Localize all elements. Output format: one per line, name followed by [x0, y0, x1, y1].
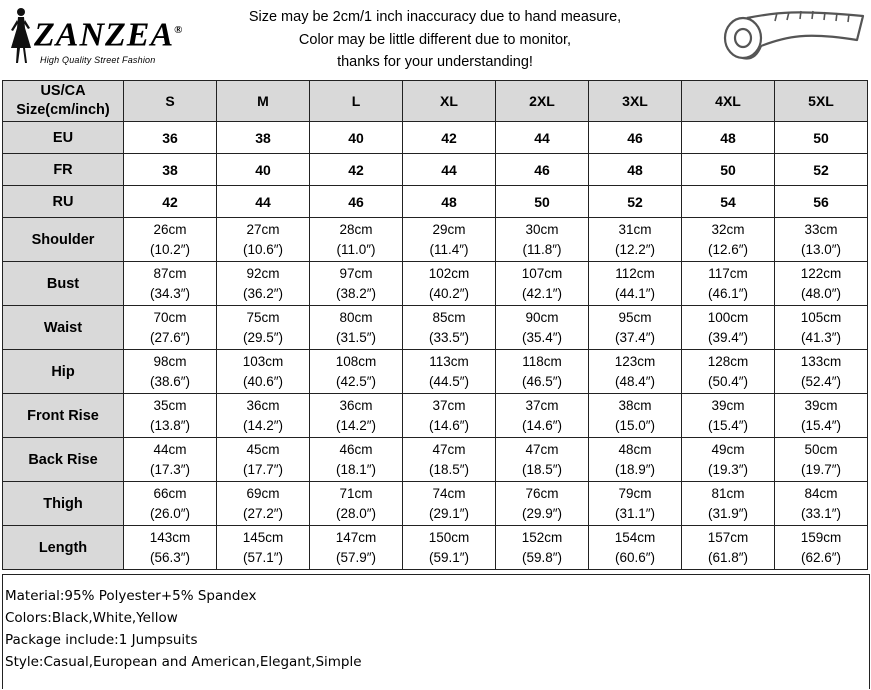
cm-value: 37cm: [525, 397, 559, 413]
measurement-cell: [124, 394, 217, 438]
inch-value: (31.1″): [614, 505, 656, 521]
cm-value: 28cm: [339, 221, 373, 237]
size-column-header: 4XL: [682, 81, 775, 122]
brand-name: ZANZEA®: [34, 16, 184, 54]
size-column-header: XL: [403, 81, 496, 122]
measurement-cell: [589, 526, 682, 570]
cm-value: 71cm: [339, 485, 373, 501]
inch-value: (13.0″): [800, 241, 842, 257]
inch-value: (14.2″): [335, 417, 377, 433]
measurement-cell: [682, 526, 775, 570]
cm-value: 154cm: [614, 529, 656, 545]
inch-value: (10.2″): [149, 241, 191, 257]
brand-tagline: High Quality Street Fashion: [40, 55, 156, 65]
inch-value: (33.1″): [800, 505, 842, 521]
size-value-cell: 40: [310, 122, 403, 154]
inch-value: (37.4″): [614, 329, 656, 345]
cm-value: 30cm: [525, 221, 559, 237]
cm-value: 44cm: [153, 441, 187, 457]
inch-value: (15.4″): [800, 417, 842, 433]
cm-value: 69cm: [246, 485, 280, 501]
measurement-cell: [310, 482, 403, 526]
cm-value: 75cm: [246, 309, 280, 325]
inch-value: (12.2″): [614, 241, 656, 257]
row-label: RU: [3, 186, 124, 218]
cm-value: 50cm: [804, 441, 838, 457]
size-value-cell: 44: [496, 122, 589, 154]
cm-value: 80cm: [339, 309, 373, 325]
inch-value: (38.6″): [149, 373, 191, 389]
measurement-cell: [589, 394, 682, 438]
measurement-cell: [217, 526, 310, 570]
cm-value: 159cm: [800, 529, 842, 545]
measurement-cell: [217, 438, 310, 482]
row-label: Length: [3, 526, 124, 570]
inch-value: (13.8″): [149, 417, 191, 433]
material-text: Material:95% Polyester+5% Spandex: [5, 588, 257, 604]
measurement-cell: [682, 438, 775, 482]
inch-value: (59.1″): [428, 549, 470, 565]
measurement-cell: [124, 438, 217, 482]
measurement-cell: [217, 350, 310, 394]
measurement-row: [3, 350, 868, 394]
size-value-cell: 56: [775, 186, 868, 218]
inch-value: (14.6″): [521, 417, 563, 433]
inch-value: (59.8″): [521, 549, 563, 565]
measurement-cell: [310, 262, 403, 306]
inch-value: (27.6″): [149, 329, 191, 345]
measurement-cell: [775, 262, 868, 306]
measurement-cell: [310, 306, 403, 350]
measurement-cell: [403, 306, 496, 350]
measurement-cell: [682, 394, 775, 438]
measurement-row: [3, 394, 868, 438]
row-label: FR: [3, 154, 124, 186]
measurement-cell: [589, 218, 682, 262]
cm-value: 107cm: [521, 265, 563, 281]
cm-value: 46cm: [339, 441, 373, 457]
measurement-cell: [217, 306, 310, 350]
cm-value: 37cm: [432, 397, 466, 413]
measurement-cell: [496, 218, 589, 262]
inch-value: (11.0″): [336, 241, 376, 257]
cm-value: 76cm: [525, 485, 559, 501]
size-header-row: [3, 81, 868, 122]
size-value-cell: 54: [682, 186, 775, 218]
measurement-cell: [403, 438, 496, 482]
measurement-cell: [403, 350, 496, 394]
inch-value: (14.6″): [428, 417, 470, 433]
size-value-cell: 38: [217, 122, 310, 154]
measurement-cell: [124, 262, 217, 306]
fashion-figure-icon: [4, 6, 36, 66]
inch-value: (29.1″): [428, 505, 470, 521]
size-value-cell: 44: [217, 186, 310, 218]
style-text: Style:Casual,European and American,Elegant,Simple: [5, 654, 362, 670]
header-label-line: US/CA: [40, 83, 86, 99]
note-line: Size may be 2cm/1 inch inaccuracy due to hand measure,: [248, 9, 622, 25]
conversion-row: [3, 154, 868, 186]
inch-value: (34.3″): [149, 285, 191, 301]
cm-value: 145cm: [242, 529, 284, 545]
row-label: EU: [3, 122, 124, 154]
size-column-header: 5XL: [775, 81, 868, 122]
inch-value: (41.3″): [800, 329, 842, 345]
cm-value: 47cm: [525, 441, 559, 457]
inch-value: (38.2″): [335, 285, 377, 301]
cm-value: 108cm: [335, 353, 377, 369]
measurement-cell: [496, 306, 589, 350]
cm-value: 97cm: [339, 265, 373, 281]
size-column-header: L: [310, 81, 403, 122]
cm-value: 36cm: [339, 397, 373, 413]
size-column-header: M: [217, 81, 310, 122]
cm-value: 102cm: [428, 265, 470, 281]
size-value-cell: 42: [403, 122, 496, 154]
measurement-cell: [217, 218, 310, 262]
size-value-cell: 46: [496, 154, 589, 186]
size-value-cell: 46: [310, 186, 403, 218]
row-label: Hip: [3, 350, 124, 394]
measurement-cell: [403, 482, 496, 526]
cm-value: 35cm: [153, 397, 187, 413]
measurement-cell: [403, 526, 496, 570]
measurement-cell: [496, 482, 589, 526]
inch-value: (15.4″): [707, 417, 749, 433]
inch-value: (56.3″): [149, 549, 191, 565]
measurement-cell: [589, 350, 682, 394]
row-label: Waist: [3, 306, 124, 350]
size-chart-table: [2, 80, 868, 570]
inch-value: (19.7″): [800, 461, 842, 477]
cm-value: 103cm: [242, 353, 284, 369]
inch-value: (17.3″): [149, 461, 191, 477]
cm-value: 118cm: [522, 353, 562, 369]
inch-value: (28.0″): [335, 505, 377, 521]
inch-value: (42.5″): [335, 373, 377, 389]
cm-value: 26cm: [153, 221, 187, 237]
cm-value: 70cm: [153, 309, 187, 325]
inch-value: (40.2″): [428, 285, 470, 301]
size-value-cell: 40: [217, 154, 310, 186]
cm-value: 85cm: [432, 309, 466, 325]
cm-value: 38cm: [618, 397, 652, 413]
size-header-label: [3, 81, 124, 122]
cm-value: 87cm: [153, 265, 187, 281]
cm-value: 39cm: [804, 397, 838, 413]
measurement-cell: [682, 350, 775, 394]
measurement-cell: [124, 218, 217, 262]
measurement-cell: [589, 306, 682, 350]
measurement-cell: [403, 394, 496, 438]
size-value-cell: 48: [589, 154, 682, 186]
inch-value: (39.4″): [707, 329, 749, 345]
size-value-cell: 48: [403, 186, 496, 218]
measurement-cell: [124, 482, 217, 526]
measurement-row: [3, 262, 868, 306]
inch-value: (27.2″): [242, 505, 284, 521]
size-column-header: 2XL: [496, 81, 589, 122]
inch-value: (26.0″): [149, 505, 191, 521]
inch-value: (31.5″): [335, 329, 377, 345]
cm-value: 105cm: [800, 309, 842, 325]
row-label: Thigh: [3, 482, 124, 526]
brand-logo: [4, 6, 184, 70]
conversion-row: [3, 122, 868, 154]
measurement-cell: [403, 262, 496, 306]
inch-value: (50.4″): [707, 373, 749, 389]
inch-value: (10.6″): [242, 241, 284, 257]
inch-value: (29.9″): [521, 505, 563, 521]
cm-value: 84cm: [804, 485, 838, 501]
measurement-cell: [775, 438, 868, 482]
size-value-cell: 42: [310, 154, 403, 186]
measurement-cell: [124, 526, 217, 570]
inch-value: (11.4″): [429, 241, 469, 257]
inch-value: (18.5″): [428, 461, 470, 477]
measurement-cell: [496, 438, 589, 482]
measurement-row: [3, 438, 868, 482]
inch-value: (17.7″): [242, 461, 284, 477]
cm-value: 122cm: [800, 265, 842, 281]
measurement-cell: [775, 350, 868, 394]
row-label: Bust: [3, 262, 124, 306]
cm-value: 66cm: [153, 485, 187, 501]
cm-value: 147cm: [335, 529, 377, 545]
cm-value: 123cm: [614, 353, 656, 369]
measurement-cell: [310, 218, 403, 262]
measurement-cell: [775, 218, 868, 262]
inch-value: (15.0″): [614, 417, 656, 433]
product-info: [2, 574, 870, 689]
size-column-header: S: [124, 81, 217, 122]
inch-value: (35.4″): [521, 329, 563, 345]
size-value-cell: 36: [124, 122, 217, 154]
measurement-cell: [775, 394, 868, 438]
inch-value: (52.4″): [800, 373, 842, 389]
inch-value: (46.5″): [521, 373, 563, 389]
measurement-notes: [200, 6, 670, 74]
measurement-cell: [403, 218, 496, 262]
measurement-cell: [310, 394, 403, 438]
inch-value: (36.2″): [242, 285, 284, 301]
inch-value: (44.1″): [614, 285, 656, 301]
inch-value: (11.8″): [522, 241, 562, 257]
inch-value: (60.6″): [614, 549, 656, 565]
cm-value: 150cm: [428, 529, 470, 545]
row-label: Front Rise: [3, 394, 124, 438]
cm-value: 113cm: [429, 353, 469, 369]
note-line: thanks for your understanding!: [337, 54, 533, 70]
cm-value: 33cm: [804, 221, 838, 237]
inch-value: (18.9″): [614, 461, 656, 477]
size-value-cell: 48: [682, 122, 775, 154]
measurement-cell: [775, 306, 868, 350]
inch-value: (31.9″): [707, 505, 749, 521]
cm-value: 98cm: [153, 353, 187, 369]
measurement-cell: [496, 394, 589, 438]
size-value-cell: 50: [682, 154, 775, 186]
measurement-cell: [775, 482, 868, 526]
cm-value: 48cm: [618, 441, 652, 457]
header: [0, 0, 871, 79]
cm-value: 90cm: [525, 309, 559, 325]
cm-value: 79cm: [618, 485, 652, 501]
conversion-row: [3, 186, 868, 218]
cm-value: 143cm: [149, 529, 191, 545]
measurement-cell: [217, 482, 310, 526]
measuring-tape-icon: [717, 2, 867, 74]
inch-value: (19.3″): [707, 461, 749, 477]
row-label: Back Rise: [3, 438, 124, 482]
measurement-cell: [496, 350, 589, 394]
size-column-header: 3XL: [589, 81, 682, 122]
cm-value: 157cm: [707, 529, 749, 545]
cm-value: 81cm: [711, 485, 745, 501]
measurement-cell: [310, 438, 403, 482]
cm-value: 45cm: [246, 441, 280, 457]
cm-value: 92cm: [246, 265, 280, 281]
size-value-cell: 38: [124, 154, 217, 186]
measurement-cell: [682, 482, 775, 526]
cm-value: 47cm: [432, 441, 466, 457]
measurement-row: [3, 306, 868, 350]
cm-value: 117cm: [708, 265, 748, 281]
size-value-cell: 52: [775, 154, 868, 186]
cm-value: 27cm: [246, 221, 280, 237]
measurement-cell: [589, 482, 682, 526]
measurement-row: [3, 482, 868, 526]
cm-value: 100cm: [707, 309, 749, 325]
measurement-cell: [310, 526, 403, 570]
cm-value: 32cm: [711, 221, 745, 237]
inch-value: (46.1″): [707, 285, 749, 301]
inch-value: (33.5″): [428, 329, 470, 345]
inch-value: (18.1″): [335, 461, 377, 477]
measurement-cell: [124, 350, 217, 394]
measurement-cell: [124, 306, 217, 350]
inch-value: (62.6″): [800, 549, 842, 565]
cm-value: 29cm: [432, 221, 466, 237]
inch-value: (12.6″): [707, 241, 749, 257]
cm-value: 36cm: [246, 397, 280, 413]
measurement-cell: [496, 526, 589, 570]
size-value-cell: 42: [124, 186, 217, 218]
cm-value: 39cm: [711, 397, 745, 413]
package-text: Package include:1 Jumpsuits: [5, 632, 198, 648]
measurement-cell: [775, 526, 868, 570]
colors-text: Colors:Black,White,Yellow: [5, 610, 178, 626]
measurement-cell: [682, 262, 775, 306]
inch-value: (61.8″): [707, 549, 749, 565]
note-line: Color may be little different due to monitor,: [298, 31, 572, 48]
cm-value: 49cm: [711, 441, 745, 457]
measurement-row: [3, 526, 868, 570]
size-value-cell: 44: [403, 154, 496, 186]
measurement-cell: [217, 394, 310, 438]
inch-value: (57.9″): [335, 549, 377, 565]
cm-value: 133cm: [800, 353, 842, 369]
cm-value: 152cm: [521, 529, 563, 545]
inch-value: (29.5″): [242, 329, 284, 345]
measurement-cell: [589, 438, 682, 482]
measurement-cell: [496, 262, 589, 306]
cm-value: 74cm: [432, 485, 466, 501]
cm-value: 31cm: [618, 221, 652, 237]
inch-value: (44.5″): [428, 373, 470, 389]
inch-value: (48.0″): [800, 285, 842, 301]
size-value-cell: 50: [496, 186, 589, 218]
measurement-row: [3, 218, 868, 262]
inch-value: (14.2″): [242, 417, 284, 433]
row-label: Shoulder: [3, 218, 124, 262]
inch-value: (40.6″): [242, 373, 284, 389]
cm-value: 95cm: [618, 309, 652, 325]
inch-value: (48.4″): [614, 373, 656, 389]
inch-value: (57.1″): [242, 549, 284, 565]
size-value-cell: 46: [589, 122, 682, 154]
cm-value: 128cm: [707, 353, 749, 369]
inch-value: (42.1″): [521, 285, 563, 301]
inch-value: (18.5″): [521, 461, 563, 477]
size-value-cell: 52: [589, 186, 682, 218]
measurement-cell: [682, 218, 775, 262]
header-label-line: Size(cm/inch): [16, 102, 110, 118]
measurement-cell: [217, 262, 310, 306]
size-value-cell: 50: [775, 122, 868, 154]
measurement-cell: [682, 306, 775, 350]
cm-value: 112cm: [615, 265, 655, 281]
measurement-cell: [310, 350, 403, 394]
measurement-cell: [589, 262, 682, 306]
